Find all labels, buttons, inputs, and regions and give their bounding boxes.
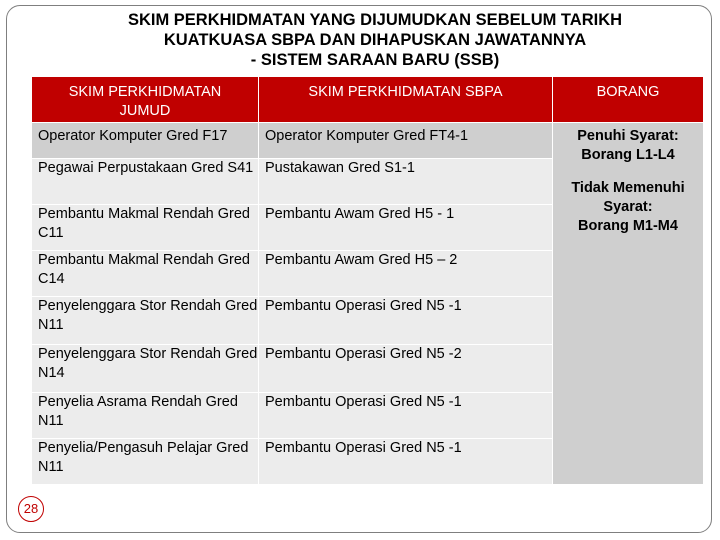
borang-eligible (557, 127, 699, 165)
header-jumud: SKIM PERKHIDMATAN JUMUD (32, 77, 259, 123)
borang-not-eligible-label-1: Tidak Memenuhi (571, 180, 685, 196)
cell-jumud: Penyelenggara Stor Rendah Gred N11 (32, 297, 259, 345)
cell-sbpa: Pembantu Operasi Gred N5 -1 (259, 297, 553, 345)
borang-not-eligible-forms: Borang M1-M4 (578, 218, 678, 234)
header-borang: BORANG (553, 77, 704, 123)
cell-sbpa: Pembantu Operasi Gred N5 -1 (259, 439, 553, 485)
cell-sbpa: Pembantu Awam Gred H5 - 1 (259, 205, 553, 251)
cell-sbpa: Pembantu Awam Gred H5 – 2 (259, 251, 553, 297)
cell-sbpa: Pustakawan Gred S1-1 (259, 159, 553, 205)
borang-eligible-label: Penuhi Syarat: (577, 128, 679, 144)
table-header-row (32, 77, 704, 123)
title-line-1: SKIM PERKHIDMATAN YANG DIJUMUDKAN SEBELUM TARIKH (127, 11, 623, 29)
cell-sbpa: Operator Komputer Gred FT4-1 (259, 123, 553, 159)
cell-jumud: Pembantu Makmal Rendah Gred C11 (32, 205, 259, 251)
cell-sbpa: Pembantu Operasi Gred N5 -1 (259, 393, 553, 439)
scheme-table (31, 76, 704, 485)
cell-jumud: Penyelenggara Stor Rendah Gred N14 (32, 345, 259, 393)
slide-title (60, 10, 690, 70)
page-number: 28 (18, 496, 44, 522)
cell-jumud: Pembantu Makmal Rendah Gred C14 (32, 251, 259, 297)
header-sbpa: SKIM PERKHIDMATAN SBPA (259, 77, 553, 123)
borang-not-eligible (557, 179, 699, 236)
borang-eligible-forms: Borang L1-L4 (581, 147, 675, 163)
cell-jumud: Penyelia Asrama Rendah Gred N11 (32, 393, 259, 439)
title-line-2: KUATKUASA SBPA DAN DIHAPUSKAN JAWATANNYA (163, 31, 587, 49)
cell-sbpa: Pembantu Operasi Gred N5 -2 (259, 345, 553, 393)
title-line-3: - SISTEM SARAAN BARU (SSB) (250, 51, 500, 69)
cell-jumud: Pegawai Perpustakaan Gred S41 (32, 159, 259, 205)
cell-borang (553, 123, 704, 485)
table-row (32, 123, 704, 159)
borang-not-eligible-label-2: Syarat: (603, 199, 653, 215)
cell-jumud: Penyelia/Pengasuh Pelajar Gred N11 (32, 439, 259, 485)
cell-jumud: Operator Komputer Gred F17 (32, 123, 259, 159)
